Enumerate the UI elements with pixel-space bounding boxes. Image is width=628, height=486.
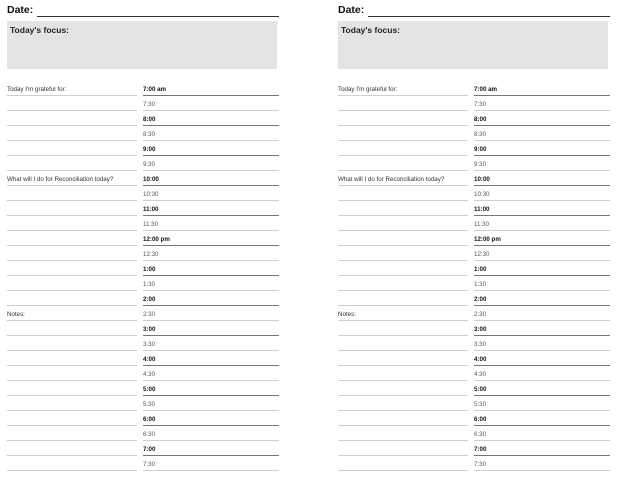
time-slot[interactable] [474, 126, 610, 141]
date-label: Date: [7, 4, 34, 16]
focus-box[interactable] [7, 21, 277, 69]
writing-line[interactable] [338, 231, 468, 246]
time-slot[interactable] [143, 246, 279, 261]
time-label: 9:00 [474, 146, 487, 153]
time-slot[interactable] [474, 216, 610, 231]
time-label: 6:00 [474, 416, 487, 423]
time-slot[interactable] [143, 261, 279, 276]
writing-line[interactable] [7, 366, 137, 381]
time-slot[interactable] [143, 156, 279, 171]
time-label: 9:30 [474, 161, 487, 168]
focus-label: Today's focus: [341, 25, 401, 35]
section-label-notes: Notes: [338, 311, 356, 318]
time-label: 9:30 [143, 161, 156, 168]
time-label: 6:00 [143, 416, 156, 423]
time-slot[interactable] [474, 231, 610, 246]
time-label: 2:30 [143, 311, 156, 318]
writing-line[interactable] [7, 96, 137, 111]
time-label: 12:30 [474, 251, 490, 258]
time-slot[interactable] [474, 426, 610, 441]
writing-line[interactable] [7, 291, 137, 306]
time-label: 3:00 [474, 326, 487, 333]
writing-line[interactable] [338, 306, 468, 321]
time-slot[interactable] [143, 276, 279, 291]
time-slot[interactable] [143, 171, 279, 186]
time-slot[interactable] [474, 351, 610, 366]
writing-line[interactable] [7, 321, 137, 336]
writing-line[interactable] [7, 171, 137, 186]
time-label: 7:00 [143, 446, 156, 453]
writing-line[interactable] [338, 201, 468, 216]
time-slot[interactable] [143, 336, 279, 351]
time-slot[interactable] [143, 381, 279, 396]
time-label: 9:00 [143, 146, 156, 153]
time-label: 2:30 [474, 311, 487, 318]
time-label: 1:30 [474, 281, 487, 288]
time-label: 4:00 [474, 356, 487, 363]
time-slot[interactable] [474, 261, 610, 276]
writing-line[interactable] [338, 216, 468, 231]
time-slot[interactable] [143, 111, 279, 126]
date-field[interactable] [368, 16, 610, 17]
writing-line[interactable] [7, 381, 137, 396]
writing-line[interactable] [7, 186, 137, 201]
time-slot[interactable] [143, 396, 279, 411]
time-slot[interactable] [143, 231, 279, 246]
notes-column [338, 81, 468, 471]
writing-line[interactable] [7, 126, 137, 141]
section-label-reconciliation: What will I do for Reconciliation today? [7, 176, 114, 183]
writing-line[interactable] [7, 336, 137, 351]
writing-line[interactable] [7, 441, 137, 456]
time-slot[interactable] [143, 216, 279, 231]
time-slot[interactable] [474, 81, 610, 96]
time-label: 11:30 [143, 221, 159, 228]
time-slot[interactable] [474, 321, 610, 336]
writing-line[interactable] [7, 426, 137, 441]
time-slot[interactable] [474, 276, 610, 291]
time-label: 8:00 [143, 116, 156, 123]
time-label: 5:00 [143, 386, 156, 393]
time-label: 12:30 [143, 251, 159, 258]
writing-line[interactable] [7, 411, 137, 426]
time-slot[interactable] [143, 81, 279, 96]
time-slot[interactable] [143, 126, 279, 141]
time-slot[interactable] [143, 321, 279, 336]
time-slot[interactable] [474, 171, 610, 186]
time-slot[interactable] [474, 411, 610, 426]
writing-line[interactable] [7, 81, 137, 96]
writing-line[interactable] [338, 276, 468, 291]
time-slot[interactable] [474, 306, 610, 321]
time-slot[interactable] [474, 291, 610, 306]
writing-line[interactable] [7, 156, 137, 171]
writing-line[interactable] [338, 396, 468, 411]
schedule-column [143, 81, 279, 471]
writing-line[interactable] [338, 156, 468, 171]
time-label: 8:00 [474, 116, 487, 123]
time-label: 12:00 pm [474, 236, 501, 243]
time-slot[interactable] [474, 396, 610, 411]
time-slot[interactable] [143, 141, 279, 156]
writing-line[interactable] [7, 261, 137, 276]
time-label: 5:00 [474, 386, 487, 393]
time-label: 11:30 [474, 221, 490, 228]
time-slot[interactable] [474, 441, 610, 456]
time-label: 8:30 [143, 131, 156, 138]
writing-line[interactable] [7, 396, 137, 411]
writing-line[interactable] [338, 351, 468, 366]
writing-line[interactable] [7, 351, 137, 366]
time-label: 12:00 pm [143, 236, 170, 243]
writing-line[interactable] [338, 321, 468, 336]
time-label: 4:30 [474, 371, 487, 378]
writing-line[interactable] [338, 171, 468, 186]
planner-page-right [338, 0, 610, 486]
schedule-column [474, 81, 610, 471]
time-label: 10:00 [143, 176, 159, 183]
writing-line[interactable] [338, 456, 468, 471]
writing-line[interactable] [7, 231, 137, 246]
time-label: 7:00 am [143, 86, 167, 93]
time-label: 7:30 [474, 101, 487, 108]
time-slot[interactable] [474, 186, 610, 201]
time-label: 3:30 [143, 341, 156, 348]
writing-line[interactable] [7, 111, 137, 126]
time-slot[interactable] [143, 366, 279, 381]
writing-line[interactable] [338, 366, 468, 381]
time-slot[interactable] [474, 156, 610, 171]
time-slot[interactable] [143, 306, 279, 321]
time-slot[interactable] [143, 291, 279, 306]
time-slot[interactable] [474, 381, 610, 396]
time-label: 7:00 [474, 446, 487, 453]
time-label: 4:00 [143, 356, 156, 363]
time-label: 7:30 [143, 461, 156, 468]
writing-line[interactable] [7, 201, 137, 216]
time-slot[interactable] [143, 426, 279, 441]
date-field[interactable] [37, 16, 279, 17]
time-label: 5:30 [474, 401, 487, 408]
focus-label: Today's focus: [10, 25, 70, 35]
writing-line[interactable] [338, 186, 468, 201]
time-label: 11:00 [474, 206, 490, 213]
time-slot[interactable] [474, 141, 610, 156]
time-slot[interactable] [474, 111, 610, 126]
section-label-reconciliation: What will I do for Reconciliation today? [338, 176, 445, 183]
time-slot[interactable] [143, 186, 279, 201]
planner-page-left [7, 0, 279, 486]
time-label: 2:00 [474, 296, 487, 303]
writing-line[interactable] [7, 141, 137, 156]
time-label: 1:00 [143, 266, 156, 273]
writing-line[interactable] [338, 126, 468, 141]
time-label: 5:30 [143, 401, 156, 408]
time-slot[interactable] [474, 201, 610, 216]
time-label: 4:30 [143, 371, 156, 378]
time-slot[interactable] [143, 441, 279, 456]
time-slot[interactable] [474, 246, 610, 261]
date-row [338, 4, 610, 18]
notes-column [7, 81, 137, 471]
time-label: 1:00 [474, 266, 487, 273]
time-label: 3:00 [143, 326, 156, 333]
date-label: Date: [338, 4, 365, 16]
writing-line[interactable] [338, 111, 468, 126]
writing-line[interactable] [7, 246, 137, 261]
writing-line[interactable] [338, 141, 468, 156]
writing-line[interactable] [7, 456, 137, 471]
writing-line[interactable] [338, 81, 468, 96]
time-label: 2:00 [143, 296, 156, 303]
time-label: 6:30 [143, 431, 156, 438]
time-label: 8:30 [474, 131, 487, 138]
time-label: 3:30 [474, 341, 487, 348]
time-slot[interactable] [143, 456, 279, 471]
writing-line[interactable] [7, 216, 137, 231]
writing-line[interactable] [338, 246, 468, 261]
writing-line[interactable] [338, 426, 468, 441]
time-slot[interactable] [474, 336, 610, 351]
time-slot[interactable] [143, 411, 279, 426]
time-slot[interactable] [474, 456, 610, 471]
writing-line[interactable] [7, 306, 137, 321]
writing-line[interactable] [338, 96, 468, 111]
time-label: 7:30 [474, 461, 487, 468]
time-slot[interactable] [143, 201, 279, 216]
time-label: 1:30 [143, 281, 156, 288]
writing-line[interactable] [338, 336, 468, 351]
writing-line[interactable] [338, 261, 468, 276]
time-label: 10:30 [474, 191, 490, 198]
time-label: 11:00 [143, 206, 159, 213]
writing-line[interactable] [338, 441, 468, 456]
time-label: 10:00 [474, 176, 490, 183]
focus-box[interactable] [338, 21, 608, 69]
time-slot[interactable] [474, 96, 610, 111]
time-slot[interactable] [474, 366, 610, 381]
writing-line[interactable] [338, 291, 468, 306]
time-slot[interactable] [143, 96, 279, 111]
time-label: 10:30 [143, 191, 159, 198]
writing-line[interactable] [7, 276, 137, 291]
section-label-grateful: Today I'm grateful for: [338, 86, 398, 93]
section-label-notes: Notes: [7, 311, 25, 318]
time-label: 6:30 [474, 431, 487, 438]
time-label: 7:00 am [474, 86, 498, 93]
time-label: 7:30 [143, 101, 156, 108]
writing-line[interactable] [338, 411, 468, 426]
time-slot[interactable] [143, 351, 279, 366]
date-row [7, 4, 279, 18]
section-label-grateful: Today I'm grateful for: [7, 86, 67, 93]
writing-line[interactable] [338, 381, 468, 396]
